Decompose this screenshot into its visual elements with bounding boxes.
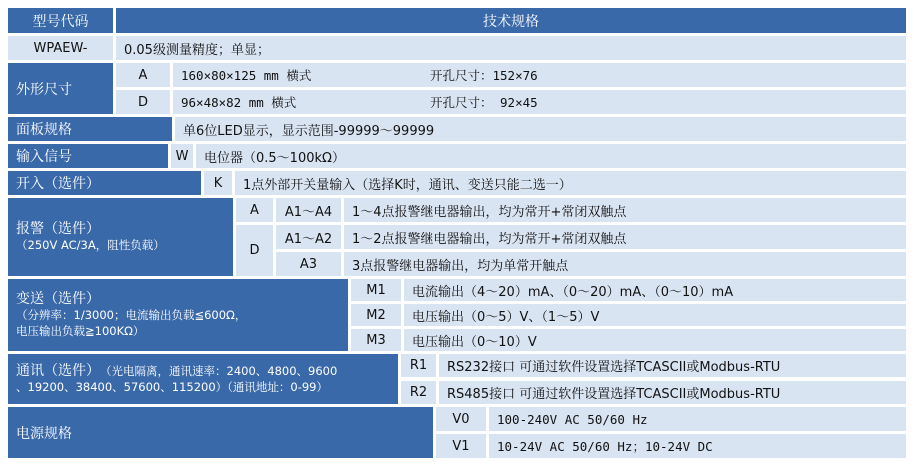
power-v1-code: V1 [436,434,486,458]
size-a-dims: 160×80×125 mm 横式 [173,63,906,87]
size-a-hole: 开孔尺寸：152×76 [430,68,538,83]
panel-desc: 单6位LED显示，显示范围-99999～99999 [175,117,906,141]
header-model-code: 型号代码 [8,8,113,33]
model-label: WPAEW- [8,36,113,60]
input-desc: 电位器（0.5～100kΩ） [196,144,906,168]
transmit-sub2: 电压输出负载≧100KΩ） [16,324,145,338]
transmit-m1-desc: 电流输出（4～20）mA、（0～20）mA、（0～10）mA [404,279,906,301]
switch-in-code: K [204,171,232,195]
switch-in-label: 开入（选件） [8,171,201,195]
input-code: W [171,144,193,168]
size-d-hole: 开孔尺寸： 92×45 [430,95,538,110]
power-v0-desc: 100-240V AC 50/60 Hz [489,407,906,431]
comm-line1-row [16,363,337,379]
size-label: 外形尺寸 [8,63,113,114]
switch-in-desc: 1点外部开关量输入（选择K时，通讯、变送只能二选一） [235,171,906,195]
transmit-label: 变送（选件） [16,291,100,307]
alarm-d-opt1: A1～A2 [276,225,341,249]
power-label: 电源规格 [8,407,433,458]
comm-r1-code: R1 [401,354,436,377]
power-v0-code: V0 [436,407,486,431]
alarm-a-code: A [236,198,273,222]
transmit-m2-code: M2 [351,304,401,326]
comm-label: 通讯（选件） [16,363,100,379]
transmit-m1-code: M1 [351,279,401,301]
alarm-sub: （250V AC/3A，阻性负载） [16,238,165,252]
alarm-d-opt2: A3 [276,252,341,276]
input-label: 输入信号 [8,144,168,168]
panel-label: 面板规格 [8,117,172,141]
transmit-m3-code: M3 [351,329,401,351]
size-a-code: A [116,63,170,87]
transmit-m3-desc: 电压输出（0～10）V [404,329,906,351]
alarm-d-code: D [236,225,273,276]
alarm-a-desc: 1～4点报警继电器输出，均为常开+常闭双触点 [344,198,906,222]
comm-r2-code: R2 [401,381,436,404]
comm-label-cell [8,354,398,404]
alarm-label: 报警（选件） [16,221,100,237]
alarm-a-opt: A1～A4 [276,198,341,222]
transmit-label-cell [8,279,348,351]
header-tech-spec: 技术规格 [116,8,906,33]
power-v1-desc: 10-24V AC 50/60 Hz；10-24V DC [489,434,906,458]
comm-r2-desc: RS485接口 可通过软件设置选择TCASCII或Modbus-RTU [439,381,906,404]
transmit-sub1: （分辨率：1/3000；电流输出负载≦600Ω， [16,308,247,322]
size-d-code: D [116,90,170,114]
alarm-d-desc1: 1～2点报警继电器输出，均为常开+常闭双触点 [344,225,906,249]
comm-line2: 、19200、38400、57600、115200）（通讯地址：0-99） [16,380,328,394]
comm-r1-desc: RS232接口 可通过软件设置选择TCASCII或Modbus-RTU [439,354,906,377]
alarm-d-desc2: 3点报警继电器输出，均为单常开触点 [344,252,906,276]
transmit-m2-desc: 电压输出（0～5）V、（1～5）V [404,304,906,326]
alarm-label-cell [8,198,233,276]
size-d-dims: 96×48×82 mm 横式 [173,90,906,114]
model-desc: 0.05级测量精度；单显； [116,36,906,60]
comm-line1: （光电隔离，通讯速率：2400、4800、9600 [100,364,338,378]
